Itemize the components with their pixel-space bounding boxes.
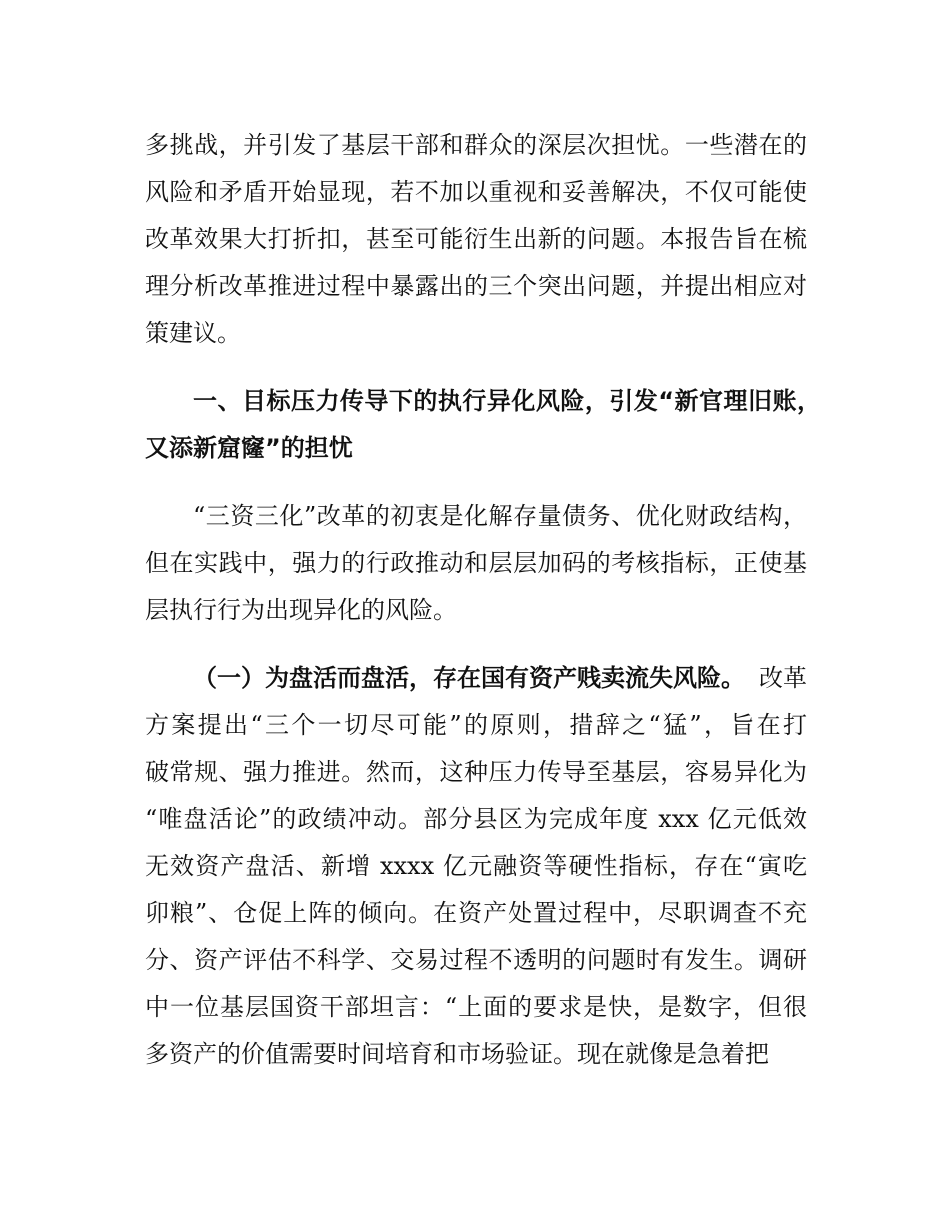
- heading-line: 又添新窟窿”的担忧: [145, 434, 353, 462]
- section-paragraph: [145, 493, 807, 634]
- text-line: 策建议。: [145, 319, 241, 347]
- section-heading: [145, 378, 821, 472]
- intro-paragraph: [145, 122, 807, 357]
- text-line: “三资三化”改革的初衷是化解存量债务、优化财政结构，: [193, 502, 807, 530]
- text-line: 卯粮”、仓促上阵的倾向。在资产处置过程中，尽职调查不充: [145, 899, 807, 927]
- heading-line: 一、目标压力传导下的执行异化风险，引发“新官理旧账，: [193, 387, 821, 415]
- text-line: 但在实践中，强力的行政推动和层层加码的考核指标，正使基: [145, 549, 807, 577]
- text-line: 多资产的价值需要时间培育和市场验证。现在就像是急着把: [145, 1040, 769, 1068]
- text-line: 改革效果大打折扣，甚至可能衍生出新的问题。本报告旨在梳: [145, 225, 807, 253]
- document-page: [145, 122, 821, 1099]
- text-line: 破常规、强力推进。然而，这种压力传导至基层，容易异化为: [145, 758, 807, 786]
- text-line: 风险和矛盾开始显现，若不加以重视和妥善解决，不仅可能使: [145, 178, 807, 206]
- text-line: 分、资产评估不科学、交易过程不透明的问题时有发生。调研: [145, 946, 807, 974]
- text-fragment: 改革: [759, 664, 807, 692]
- text-line: 方案提出“三个一切尽可能”的原则，措辞之“猛”，旨在打: [145, 711, 807, 739]
- text-line: “唯盘活论”的政绩冲动。部分县区为完成年度 xxx 亿元低效: [145, 805, 807, 833]
- text-line: 多挑战，并引发了基层干部和群众的深层次担忧。一些潜在的: [145, 131, 807, 159]
- subsection-heading: （一）为盘活而盘活，存在国有资产贱卖流失风险。: [193, 664, 745, 692]
- text-line: 中一位基层国资干部坦言：“上面的要求是快，是数字，但很: [145, 993, 807, 1021]
- subsection-first-line: [145, 655, 807, 702]
- text-line: 理分析改革推进过程中暴露出的三个突出问题，并提出相应对: [145, 272, 807, 300]
- text-line: 层执行行为出现异化的风险。: [145, 596, 457, 624]
- subsection-paragraph: [145, 655, 807, 1078]
- text-line: 无效资产盘活、新增 xxxx 亿元融资等硬性指标，存在“寅吃: [145, 852, 807, 880]
